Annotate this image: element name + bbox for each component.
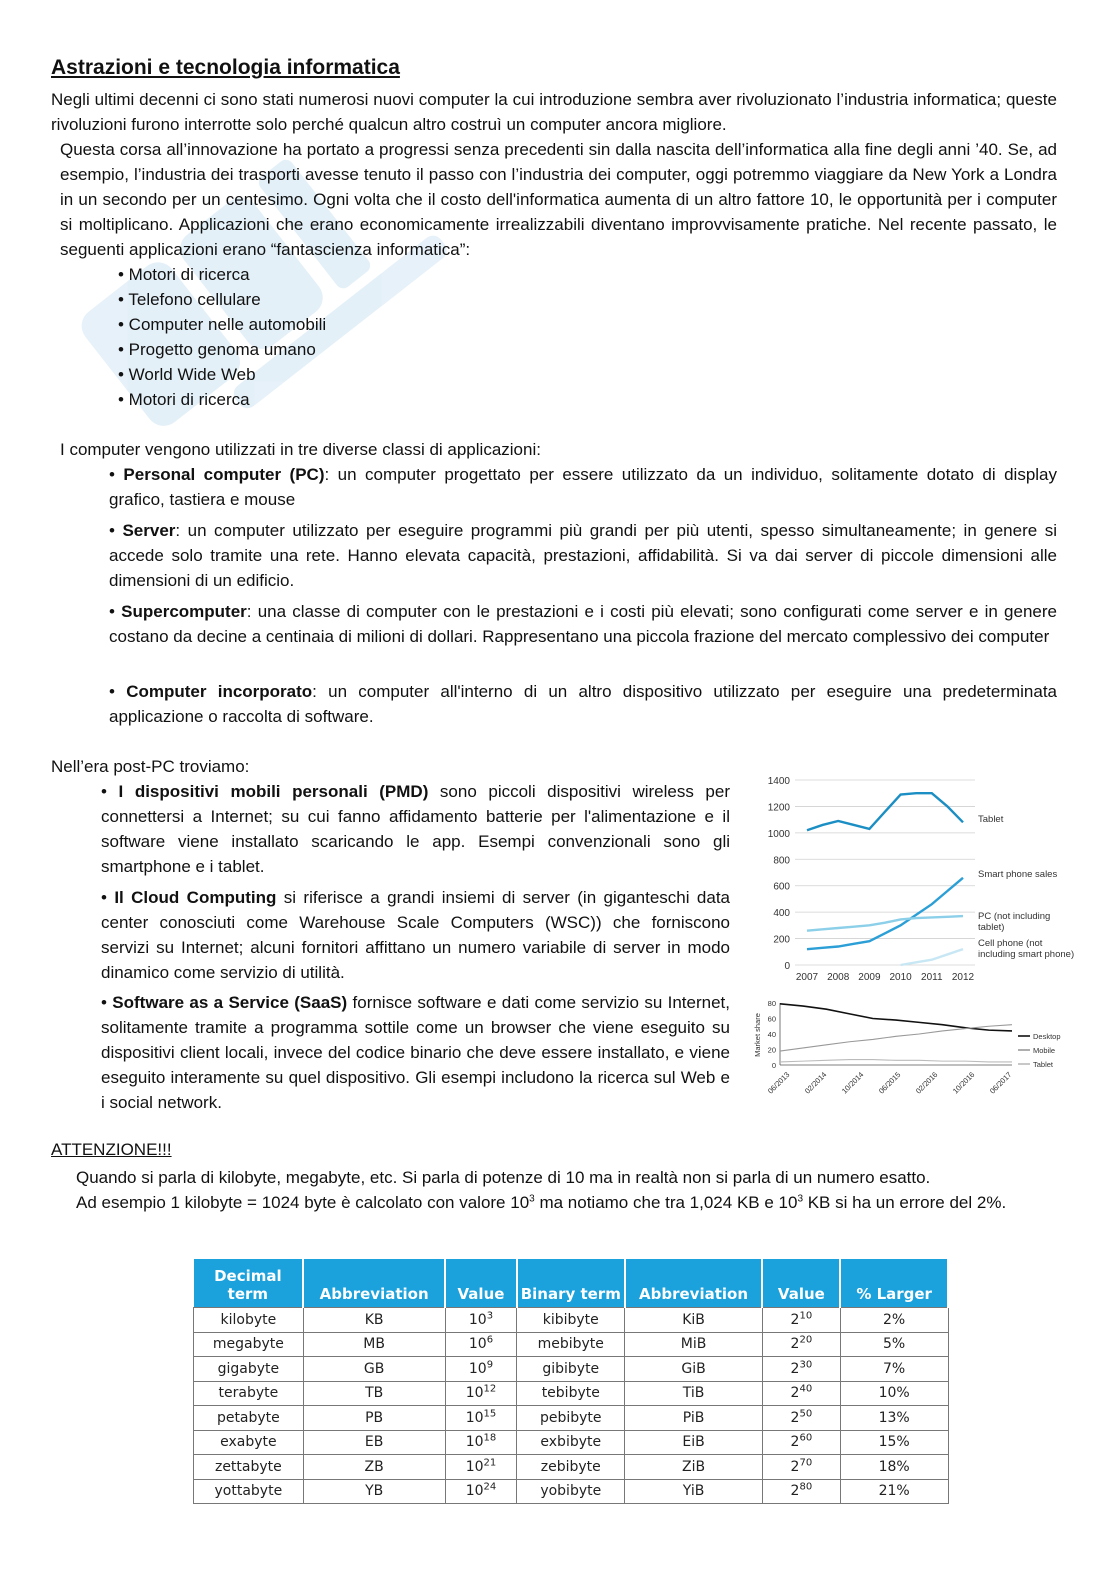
table-cell: TB [303,1381,445,1406]
table-cell: yottabyte [194,1479,304,1504]
x-tick-label: 06/2017 [987,1070,1014,1096]
class-item-pc [109,462,1057,512]
series-line [807,793,963,830]
x-tick-label: 2007 [795,972,819,983]
table-row [194,1455,949,1480]
sales-line-chart [750,770,1095,985]
x-tick-label: 2008 [827,972,850,983]
table-cell: 15% [840,1430,948,1455]
text: KB si ha un errore del 2%. [803,1193,1007,1212]
x-tick-label: 2009 [858,972,881,983]
y-tick-label: 800 [773,855,790,867]
y-tick-label: 1000 [767,828,790,840]
term: Personal computer (PC) [123,465,325,484]
list-item: • Progetto genoma umano [118,340,316,359]
table-cell: exbibyte [517,1430,625,1455]
table-cell: $10^3$ [445,1308,517,1333]
table-cell: PiB [625,1406,763,1431]
class-item-server [109,518,1057,593]
y-tick-label: 60 [767,1014,776,1024]
bullet: • [109,521,123,540]
table-cell: PB [303,1406,445,1431]
table-cell: $10^6$ [445,1332,517,1357]
y-tick-label: 1200 [767,802,790,814]
table-cell: $10^{18}$ [445,1430,517,1455]
table-cell: petabyte [194,1406,304,1431]
series-line [780,1060,1012,1062]
column-header: Value [445,1259,517,1308]
list-item: • Computer nelle automobili [118,315,327,334]
list-item: • Motori di ricerca [118,390,250,409]
page-title: Astrazioni e tecnologia informatica [51,56,400,79]
list-item: • Motori di ricerca [118,265,250,284]
legend-label: PC (not including [978,911,1051,922]
legend-label: including smart phone) [978,949,1075,960]
bullet: • [109,682,127,701]
legend-label: Smart phone sales [978,869,1058,880]
legend-label: Cell phone (not [978,938,1043,949]
exponent: 3 [529,1193,535,1205]
table-cell: yobibyte [517,1479,625,1504]
text: Ad esempio 1 kilobyte = 1024 byte è calcolato con valore 10 [76,1193,530,1212]
table-cell: exabyte [194,1430,304,1455]
column-header: Abbreviation [625,1259,763,1308]
postpc-item-cloud [101,885,730,985]
table-cell: $10^9$ [445,1357,517,1382]
y-tick-label: 600 [773,881,790,893]
table-cell: 18% [840,1455,948,1480]
table-cell: 5% [840,1332,948,1357]
intro-paragraph-2: Questa corsa all’innovazione ha portato a progressi senza precedenti sin dalla nascita dell’informatica alla fine degli anni ’40. Se, ad esempio, l’industria dei trasporti avesse tenuto il passo con l’industria dei computer, oggi potremmo viaggiare da New York a Londra in un secondo per un centesimo. Ogni volta che il costo dell'informatica aumenta di un altro fattore 10, le opportunità per i computer si moltiplicano. Applicazioni che erano economicamente irrealizzabili diventano improvvisamente pratiche. Nel recente passato, le seguenti applicazioni erano “fantascienza informatica”: [60,140,1057,259]
postpc-intro: Nell’era post-PC troviamo: [51,757,250,776]
attention-paragraph [76,1165,1057,1215]
bullet: • [101,993,113,1012]
table-row [194,1479,949,1504]
description: sono piccoli dispositivi wireless per connettersi a Internet; su cui fanno affidamento batterie per l'alimentazione e il software viene installato scaricando le app. Esempi convenzionali sono gli smartphone e i tablet. [101,782,730,876]
series-line [807,916,963,931]
table-row [194,1381,949,1406]
scifi-app-list [118,262,326,412]
column-header: Decimal term [194,1259,304,1308]
y-tick-label: 200 [773,934,790,946]
byte-units-table [193,1259,949,1504]
term: Software as a Service (SaaS) [112,993,348,1012]
list-item: • World Wide Web [118,365,256,384]
table-cell: 21% [840,1479,948,1504]
bullet: • [109,465,124,484]
x-tick-label: 02/2014 [802,1070,829,1096]
table-cell: pebibyte [517,1406,625,1431]
table-cell: $2^{70}$ [762,1455,840,1480]
table-cell: YiB [625,1479,763,1504]
y-tick-label: 0 [784,961,790,972]
x-tick-label: 02/2016 [913,1070,940,1096]
table-cell: 10% [840,1381,948,1406]
intro-paragraph-1: Negli ultimi decenni ci sono stati numerosi nuovi computer la cui introduzione sembra aver rivoluzionato l’industria informatica; queste rivoluzioni furono interrotte solo perché qualcun altro costruì un computer ancora migliore. [51,90,1057,134]
legend-label: Tablet [978,814,1004,825]
table-row [194,1332,949,1357]
table-cell: terabyte [194,1381,304,1406]
term: I dispositivi mobili personali (PMD) [118,782,429,801]
term: Supercomputer [121,602,247,621]
x-tick-label: 06/2013 [765,1070,792,1096]
description: : un computer utilizzato per eseguire programmi più grandi per più utenti, spesso simultaneamente; in genere si accede solo tramite una rete. Hanno elevata capacità, prestazioni, affidabilità. Si va dai server di piccole dimensioni alle dimensioni di un edificio. [109,521,1057,590]
x-tick-label: 2010 [889,972,912,983]
y-tick-label: 40 [767,1030,776,1039]
x-tick-label: 10/2014 [839,1070,866,1096]
table-cell: $10^{24}$ [445,1479,517,1504]
class-item-embedded [109,679,1057,729]
table-cell: KiB [625,1308,763,1333]
column-header: Binary term [517,1259,625,1308]
table-cell: zebibyte [517,1455,625,1480]
column-header: Abbreviation [303,1259,445,1308]
term: Il Cloud Computing [114,888,277,907]
bullet: • [109,602,122,621]
attention-line-1: Quando si parla di kilobyte, megabyte, etc. Si parla di potenze di 10 ma in realtà non si parla di un numero esatto. [76,1168,931,1187]
table-cell: 2% [840,1308,948,1333]
table-cell: KB [303,1308,445,1333]
table-cell: MiB [625,1332,763,1357]
x-tick-label: 10/2016 [950,1070,977,1096]
x-tick-label: 06/2015 [876,1070,903,1096]
description: : una classe di computer con le prestazioni e i costi più elevati; sono configurati come server e in genere costano da decine a centinaia di milioni di dollari. Rappresentano una piccola frazione del mercato complessivo dei computer [109,602,1057,646]
table-cell: $2^{50}$ [762,1406,840,1431]
y-axis-label: Market share [753,1013,762,1057]
x-tick-label: 2012 [951,972,975,983]
y-tick-label: 400 [773,908,790,920]
table-cell: GB [303,1357,445,1382]
bullet: • [101,782,119,801]
attention-heading: ATTENZIONE!!! [51,1140,172,1159]
bullet: • [101,888,115,907]
y-tick-label: 20 [767,1045,776,1055]
table-cell: tebibyte [517,1381,625,1406]
text: ma notiamo che tra 1,024 KB e 10 [534,1193,798,1212]
table-cell: EB [303,1430,445,1455]
description: si riferisce a grandi insiemi di server (in giganteschi data center conosciuti come Warehouse Scale Computers (WSC)) che forniscono servizi su Internet; alcuni fornitori affittano un numero variabile di server in modo dinamico come servizio di utilità. [101,888,730,982]
table-cell: 13% [840,1406,948,1431]
exponent: 3 [797,1193,803,1205]
table-cell: TiB [625,1381,763,1406]
table-cell: $10^{15}$ [445,1406,517,1431]
class-item-supercomputer [109,599,1057,649]
table-cell: mebibyte [517,1332,625,1357]
table-cell: EiB [625,1430,763,1455]
market-share-chart [750,995,1095,1110]
legend-label: tablet) [978,922,1005,933]
legend-label: Mobile [1033,1046,1056,1055]
column-header: Value [762,1259,840,1308]
table-cell: kibibyte [517,1308,625,1333]
y-tick-label: 80 [767,999,776,1008]
attention-line-2 [76,1190,1057,1215]
table-cell: $10^{12}$ [445,1381,517,1406]
description: : un computer all'interno di un altro dispositivo utilizzato per eseguire una predeterminata applicazione o raccolta di software. [109,682,1057,726]
classes-intro: I computer vengono utilizzati in tre diverse classi di applicazioni: [60,440,541,459]
table-cell: $2^{10}$ [762,1308,840,1333]
description: fornisce software e dati come servizio su Internet, solitamente tramite a programma sottile come un browser che viene eseguito su dispositivi client locali, invece del codice binario che deve essere installato, e viene eseguito interamente su quel dispositivo. Gli esempi includono la ricerca sul Web e i social network. [101,993,730,1112]
table-cell: gibibyte [517,1357,625,1382]
table-cell: GiB [625,1357,763,1382]
table-cell: ZiB [625,1455,763,1480]
term: Server [122,521,176,540]
table-cell: YB [303,1479,445,1504]
table-row [194,1308,949,1333]
table-cell: $2^{80}$ [762,1479,840,1504]
table-cell: $2^{40}$ [762,1381,840,1406]
table-header-row [194,1259,949,1308]
legend-label: Desktop [1033,1032,1061,1041]
series-line [901,949,963,965]
legend-label: Tablet [1033,1060,1054,1069]
table-cell: gigabyte [194,1357,304,1382]
table-cell: $2^{30}$ [762,1357,840,1382]
y-tick-label: 0 [771,1061,776,1070]
table-cell: zettabyte [194,1455,304,1480]
column-header: % Larger [840,1259,948,1308]
x-tick-label: 2011 [921,972,943,983]
table-cell: $10^{21}$ [445,1455,517,1480]
list-item: • Telefono cellulare [118,290,261,309]
description: : un computer progettato per essere utilizzato da un individuo, solitamente dotato di display grafico, tastiera e mouse [109,465,1058,509]
table-cell: $2^{20}$ [762,1332,840,1357]
table-row [194,1357,949,1382]
y-tick-label: 1400 [767,776,790,787]
table-cell: 7% [840,1357,948,1382]
table-row [194,1406,949,1431]
postpc-item-pmd [101,779,730,879]
term: Computer incorporato [126,682,313,701]
table-cell: MB [303,1332,445,1357]
table-cell: ZB [303,1455,445,1480]
table-row [194,1430,949,1455]
table-cell: megabyte [194,1332,304,1357]
table-cell: $2^{60}$ [762,1430,840,1455]
series-line [780,1004,1012,1031]
postpc-item-saas [101,990,730,1115]
table-cell: kilobyte [194,1308,304,1333]
